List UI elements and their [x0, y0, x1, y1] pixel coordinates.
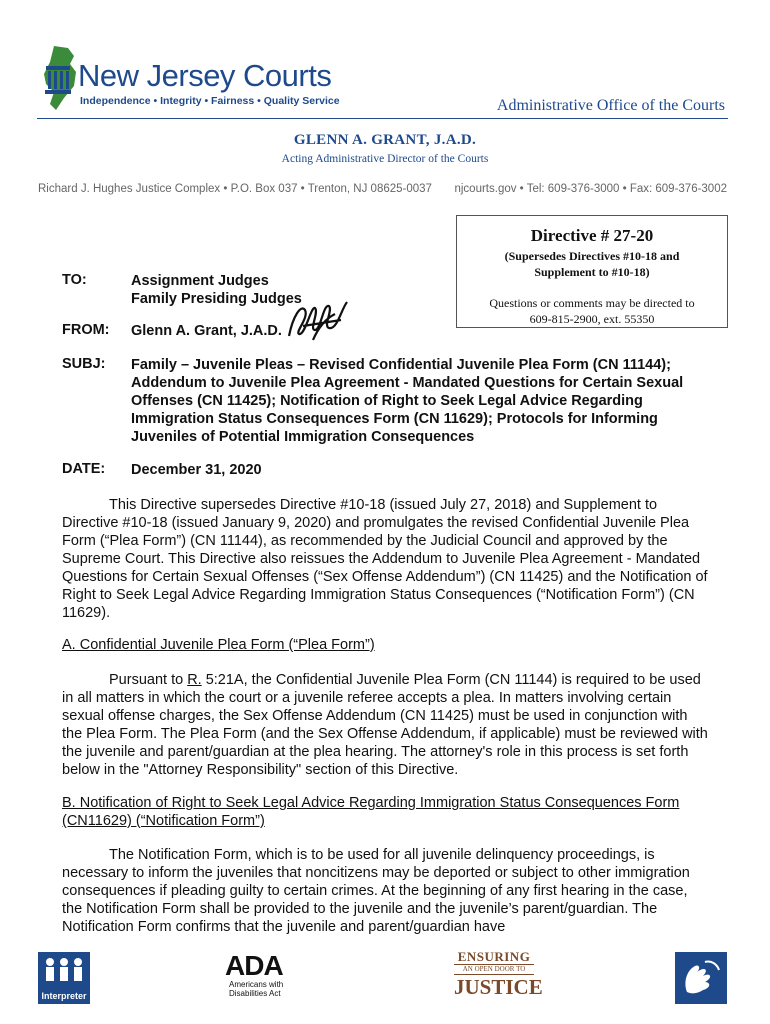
director-title: Acting Administrative Director of the Courts [281, 153, 489, 165]
ensuring-justice-logo: ENSURING AN OPEN DOOR TO JUSTICE [454, 949, 543, 999]
courthouse-map-icon [40, 44, 80, 112]
from-label: FROM: [62, 322, 110, 338]
date-label: DATE: [62, 461, 106, 477]
header-rule [37, 118, 728, 119]
org-tagline: Independence • Integrity • Fairness • Quality Service [80, 95, 340, 107]
ada-logo: ADA Americans with Disabilities Act [225, 950, 284, 998]
directive-supersedes: (Supersedes Directives #10-18 and Supplement to #10-18) [504, 249, 680, 279]
subj-value: Family – Juvenile Pleas – Revised Confidential Juvenile Plea Form (CN 11144); Addendum to Juvenile Plea Agreement - Mandated Questions for Certain Sexual Offenses (CN 11425); Notification of Right to Seek Legal Advice Regarding Immigration Status Consequences Form (CN 11629); Protocols for Informing Juveniles of Potential Immigration Consequences [131, 357, 684, 445]
directive-number: Directive # 27-20 [530, 226, 654, 245]
interpreter-icon [41, 956, 87, 986]
date-value: December 31, 2020 [131, 462, 262, 478]
interpreter-logo: Interpreter [38, 952, 90, 1004]
directive-questions: Questions or comments may be directed to 609-815-2900, ext. 55350 [489, 296, 695, 326]
office-name: Administrative Office of the Courts [496, 97, 725, 114]
signature-image [283, 296, 353, 344]
subj-label: SUBJ: [62, 356, 106, 372]
sign-language-logo [675, 952, 727, 1004]
section-a-heading: A. Confidential Juvenile Plea Form (“Plea Form”) [62, 637, 375, 653]
section-a-paragraph: Pursuant to R. 5:21A, the Confidential Juvenile Plea Form (CN 11144) is required to be used in all matters in which the court or a juvenile referee accepts a plea. In matters involving certain sexual offense charges, the Sex Offense Addendum (CN 11425) must be used in conjunction with the Plea Form. The Plea Form (and the Sex Offense Addendum, if applicable) must be reviewed with the juvenile and parent/guardian at the plea hearing. The attorney's role in this process is set forth below in the "Attorney Responsibility" section of this Directive. [62, 672, 708, 778]
sign-language-icon [675, 952, 727, 1004]
intro-paragraph: This Directive supersedes Directive #10-18 (issued July 27, 2018) and Supplement to Directive #10-18 (issued January 9, 2020) and promulgates the revised Confidential Juvenile Plea Form (“Plea Form”) (CN 11144), as recommended by the Judicial Council and approved by the Supreme Court. This Directive also reissues the Addendum to Juvenile Plea Agreement - Mandated Questions for Certain Sexual Offenses (“Sex Offense Addendum”) (CN 11425) and the Notification of Right to Seek Legal Advice Regarding Immigration Status Consequences (“Notification Form”) (CN 11629). [62, 497, 708, 621]
director-name: GLENN A. GRANT, J.A.D. [293, 132, 477, 148]
to-line-1: Assignment Judges [131, 273, 269, 289]
section-b-paragraph: The Notification Form, which is to be used for all juvenile delinquency proceedings, is necessary to inform the juveniles that noncitizens may be deported or subject to other immigration consequences if pleading guilty to certain crimes. At the beginning of any first hearing in the case, the Notification Form shall be provided to the juvenile and the juvenile’s parent/guardian. The Notification Form confirms that the juvenile and parent/guardian have [62, 847, 690, 935]
to-line-2: Family Presiding Judges [131, 291, 302, 307]
to-label: TO: [62, 272, 87, 288]
address: Richard J. Hughes Justice Complex • P.O. Box 037 • Trenton, NJ 08625-0037 [38, 183, 432, 195]
contact-info: njcourts.gov • Tel: 609-376-3000 • Fax: 609-376-3002 [454, 183, 727, 195]
section-b-heading: B. Notification of Right to Seek Legal Advice Regarding Immigration Status Consequences Form (CN11629) (“Notification Form”) [62, 795, 680, 829]
from-value: Glenn A. Grant, J.A.D. [131, 323, 282, 339]
org-name: New Jersey Courts [78, 58, 332, 93]
